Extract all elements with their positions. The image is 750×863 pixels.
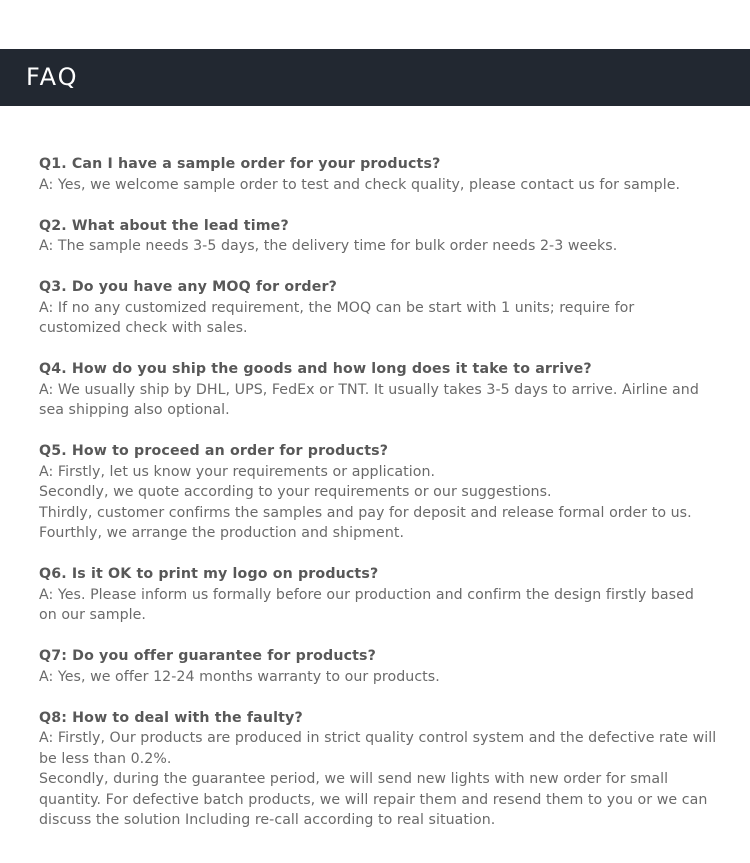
faq-item [39, 277, 729, 339]
faq-item [39, 359, 729, 421]
faq-answer-line: Thirdly, customer confirms the samples and pay for deposit and release formal order to us. [39, 504, 692, 521]
faq-answer-line: Secondly, we quote according to your requirements or our suggestions. [39, 484, 552, 500]
faq-list [39, 154, 729, 851]
faq-item [39, 216, 729, 257]
faq-item [39, 154, 729, 195]
faq-answer-line: be less than 0.2%. [39, 750, 172, 767]
faq-question: Q6. Is it OK to print my logo on products? [39, 566, 379, 582]
faq-question: Q3. Do you have any MOQ for order? [39, 279, 337, 295]
faq-item [39, 646, 729, 687]
faq-answer-line: sea shipping also optional. [39, 402, 230, 418]
faq-question: Q2. What about the lead time? [39, 217, 289, 234]
faq-answer-line: Secondly, during the guarantee period, we will send new lights with new order for small [39, 771, 669, 787]
faq-question: Q8: How to deal with the faulty? [39, 709, 303, 726]
faq-answer-line: customized check with sales. [39, 320, 248, 336]
faq-answer-line: A: The sample needs 3-5 days, the delivery time for bulk order needs 2-3 weeks. [39, 238, 618, 254]
faq-question: Q5. How to proceed an order for products? [39, 443, 389, 459]
faq-answer-line: A: Yes, we offer 12-24 months warranty to our products. [39, 668, 440, 685]
faq-item [39, 708, 729, 831]
faq-answer-line: discuss the solution Including re-call according to real situation. [39, 812, 496, 828]
faq-answer-line: A: If no any customized requirement, the MOQ can be start with 1 units; require for [39, 299, 635, 316]
faq-question: Q7: Do you offer guarantee for products? [39, 648, 377, 664]
faq-answer-line: A: We usually ship by DHL, UPS, FedEx or TNT. It usually takes 3-5 days to arrive. Airline and [39, 381, 699, 398]
faq-answer-line: on our sample. [39, 607, 146, 623]
faq-item [39, 441, 729, 544]
faq-question: Q4. How do you ship the goods and how long does it take to arrive? [39, 361, 592, 377]
faq-answer-line: Fourthly, we arrange the production and shipment. [39, 525, 405, 541]
faq-answer-line: A: Firstly, Our products are produced in strict quality control system and the defective rate will [39, 730, 717, 746]
faq-question: Q1. Can I have a sample order for your products? [39, 156, 441, 172]
faq-answer-line: A: Firstly, let us know your requirements or application. [39, 463, 436, 480]
page-title: FAQ [26, 63, 79, 91]
faq-answer-line: quantity. For defective batch products, we will repair them and resend them to you or we can [39, 791, 708, 808]
faq-answer-line: A: Yes, we welcome sample order to test and check quality, please contact us for sample. [39, 176, 681, 193]
faq-item [39, 564, 729, 626]
faq-answer-line: A: Yes. Please inform us formally before our production and confirm the design firstly based [39, 586, 694, 603]
faq-header-bar [0, 49, 750, 106]
